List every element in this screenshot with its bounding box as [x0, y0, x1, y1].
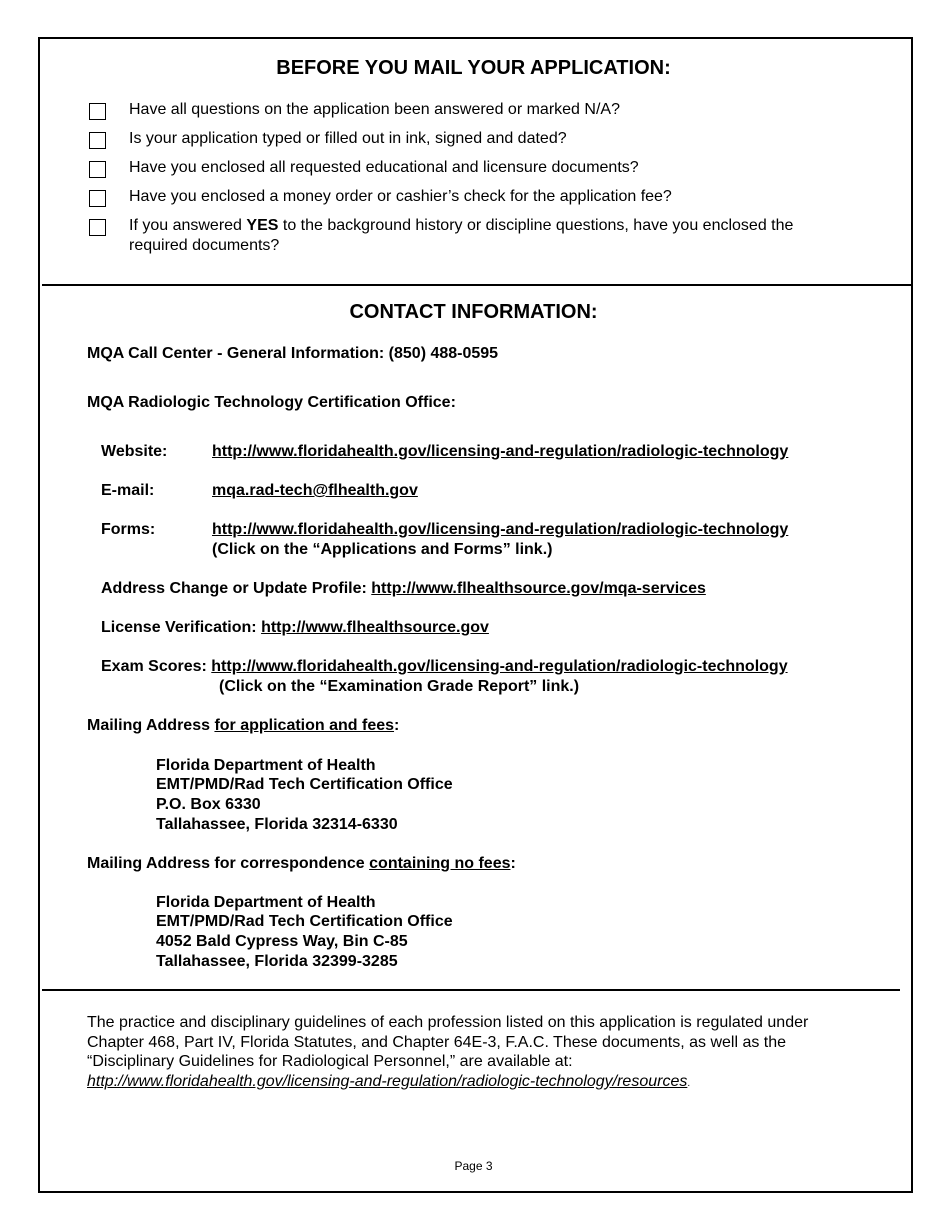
address-change — [101, 580, 706, 598]
mailing-nofees-post: : — [510, 855, 516, 872]
mailing-fees-post: : — [394, 717, 400, 734]
exam-note: (Click on the “Examination Grade Report” link.) — [219, 678, 580, 695]
mailing-fees-underlined: for application and fees — [214, 717, 395, 734]
checklist-item-3: Have you enclosed all requested educational and licensure documents? — [129, 159, 639, 176]
mailing-nofees-underlined: containing no fees — [369, 855, 511, 872]
office-heading: MQA Radiologic Technology Certification Office: — [87, 394, 456, 411]
checklist-item-1: Have all questions on the application been answered or marked N/A? — [129, 101, 620, 118]
checkbox-fee[interactable] — [89, 190, 106, 207]
address2-line3: 4052 Bald Cypress Way, Bin C-85 — [156, 933, 408, 950]
checklist-item-2: Is your application typed or filled out in ink, signed and dated? — [129, 130, 567, 147]
mailing-nofees-pre: Mailing Address for correspondence — [87, 855, 370, 872]
exam-label: Exam Scores: — [101, 658, 212, 675]
address1-line1: Florida Department of Health — [156, 757, 376, 774]
mailing-fees-pre: Mailing Address — [87, 717, 215, 734]
address-change-link[interactable]: http://www.flhealthsource.gov/mqa-services — [371, 580, 706, 597]
verification-label: License Verification: — [101, 619, 262, 636]
email-link[interactable]: mqa.rad-tech@flhealth.gov — [212, 482, 418, 499]
email-label: E-mail: — [101, 482, 155, 499]
mailing-fees-heading — [87, 717, 399, 735]
license-verification — [101, 619, 489, 637]
footer-line-4 — [87, 1072, 690, 1094]
forms-label: Forms: — [101, 521, 156, 538]
divider-1 — [42, 284, 912, 286]
checklist-item-4: Have you enclosed a money order or cashier’s check for the application fee? — [129, 188, 672, 205]
checkbox-background[interactable] — [89, 219, 106, 236]
checklist-title: BEFORE YOU MAIL YOUR APPLICATION: — [276, 57, 671, 79]
resources-suffix: . — [687, 1078, 691, 1089]
page-number: Page 3 — [454, 1159, 493, 1173]
address1-line3: P.O. Box 6330 — [156, 796, 261, 813]
verification-link[interactable]: http://www.flhealthsource.gov — [261, 619, 489, 636]
address-change-label: Address Change or Update Profile: — [101, 580, 372, 597]
checkbox-answered[interactable] — [89, 103, 106, 120]
forms-note: (Click on the “Applications and Forms” link.) — [212, 541, 553, 558]
forms-link[interactable]: http://www.floridahealth.gov/licensing-and-regulation/radiologic-technology — [212, 521, 789, 538]
address1-line2: EMT/PMD/Rad Tech Certification Office — [156, 776, 453, 793]
address1-line4: Tallahassee, Florida 32314-6330 — [156, 816, 398, 833]
website-link[interactable]: http://www.floridahealth.gov/licensing-and-regulation/radiologic-technology — [212, 443, 789, 460]
address2-line2: EMT/PMD/Rad Tech Certification Office — [156, 913, 453, 930]
resources-link[interactable]: http://www.floridahealth.gov/licensing-and-regulation/radiologic-technology/resources — [87, 1073, 688, 1090]
checklist-item-5 — [129, 217, 793, 235]
address2-line4: Tallahassee, Florida 32399-3285 — [156, 953, 398, 970]
call-center: MQA Call Center - General Information: (850) 488-0595 — [87, 345, 499, 362]
footer-line-3: “Disciplinary Guidelines for Radiological Personnel,” are available at: — [87, 1053, 573, 1070]
item5-post: to the background history or discipline questions, have you enclosed the — [278, 217, 794, 234]
checkbox-signed[interactable] — [89, 132, 106, 149]
exam-scores — [101, 658, 788, 676]
item5-yes: YES — [246, 217, 279, 234]
footer-line-2: Chapter 468, Part IV, Florida Statutes, and Chapter 64E-3, F.A.C. These documents, as well as the — [87, 1034, 787, 1051]
contact-title: CONTACT INFORMATION: — [349, 301, 598, 323]
mailing-nofees-heading — [87, 855, 516, 873]
footer-line-1: The practice and disciplinary guidelines of each profession listed on this application is regulated under — [87, 1014, 809, 1031]
website-label: Website: — [101, 443, 168, 460]
checkbox-documents[interactable] — [89, 161, 106, 178]
address2-line1: Florida Department of Health — [156, 894, 376, 911]
checklist-item-5-line2: required documents? — [129, 237, 280, 254]
divider-2 — [42, 989, 900, 991]
exam-link[interactable]: http://www.floridahealth.gov/licensing-and-regulation/radiologic-technology — [211, 658, 788, 675]
item5-pre: If you answered — [129, 217, 247, 234]
